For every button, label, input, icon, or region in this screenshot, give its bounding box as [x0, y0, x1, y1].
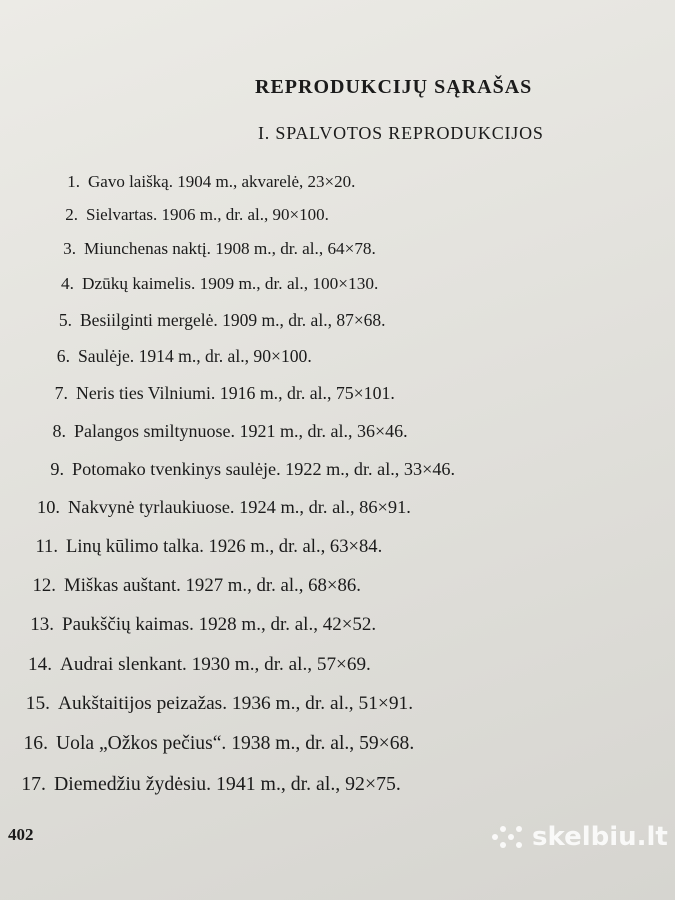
list-item: 6. Saulėje. 1914 m., dr. al., 90×100. — [56, 346, 312, 366]
list-item: 16. Uola „Ožkos pečius“. 1938 m., dr. al., 59×68. — [23, 733, 415, 754]
page-number: 402 — [8, 825, 34, 844]
watermark-text: skelbiu.lt — [532, 822, 668, 852]
list-item: 3. Miunchenas naktį. 1908 m., dr. al., 64×78. — [63, 239, 376, 258]
list-item: 9. Potomako tvenkinys saulėje. 1922 m., dr. al., 33×46. — [50, 459, 456, 479]
list-item: 13. Paukščių kaimas. 1928 m., dr. al., 42×52. — [30, 614, 377, 635]
list-item: 10. Nakvynė tyrlaukiuose. 1924 m., dr. al., 86×91. — [37, 497, 411, 517]
list-item: 2. Sielvartas. 1906 m., dr. al., 90×100. — [65, 205, 329, 224]
list-item: 11. Linų kūlimo talka. 1926 m., dr. al., 63×84. — [35, 536, 383, 557]
watermark — [492, 822, 668, 852]
list-item: 14. Audrai slenkant. 1930 m., dr. al., 57×69. — [28, 654, 371, 675]
list-item: 1. Gavo laišką. 1904 m., akvarelė, 23×20. — [67, 172, 356, 191]
list-item: 17. Diemedžiu žydėsiu. 1941 m., dr. al., 92×75. — [21, 773, 401, 795]
watermark-dots-icon — [492, 824, 526, 850]
list-item: 15. Aukštaitijos peizažas. 1936 m., dr. al., 51×91. — [25, 693, 414, 714]
page-heading: REPRODUKCIJŲ SĄRAŠAS — [255, 76, 533, 98]
list-item: 7. Neris ties Vilniumi. 1916 m., dr. al., 75×101. — [54, 383, 395, 403]
list-item: 12. Miškas auštant. 1927 m., dr. al., 68×86. — [32, 575, 361, 596]
list-item: 5. Besiilginti mergelė. 1909 m., dr. al., 87×68. — [58, 310, 386, 330]
list-item: 8. Palangos smiltynuose. 1921 m., dr. al., 36×46. — [52, 421, 408, 441]
section-heading: I. SPALVOTOS REPRODUKCIJOS — [258, 123, 544, 143]
list-item: 4. Dzūkų kaimelis. 1909 m., dr. al., 100×130. — [61, 274, 379, 293]
